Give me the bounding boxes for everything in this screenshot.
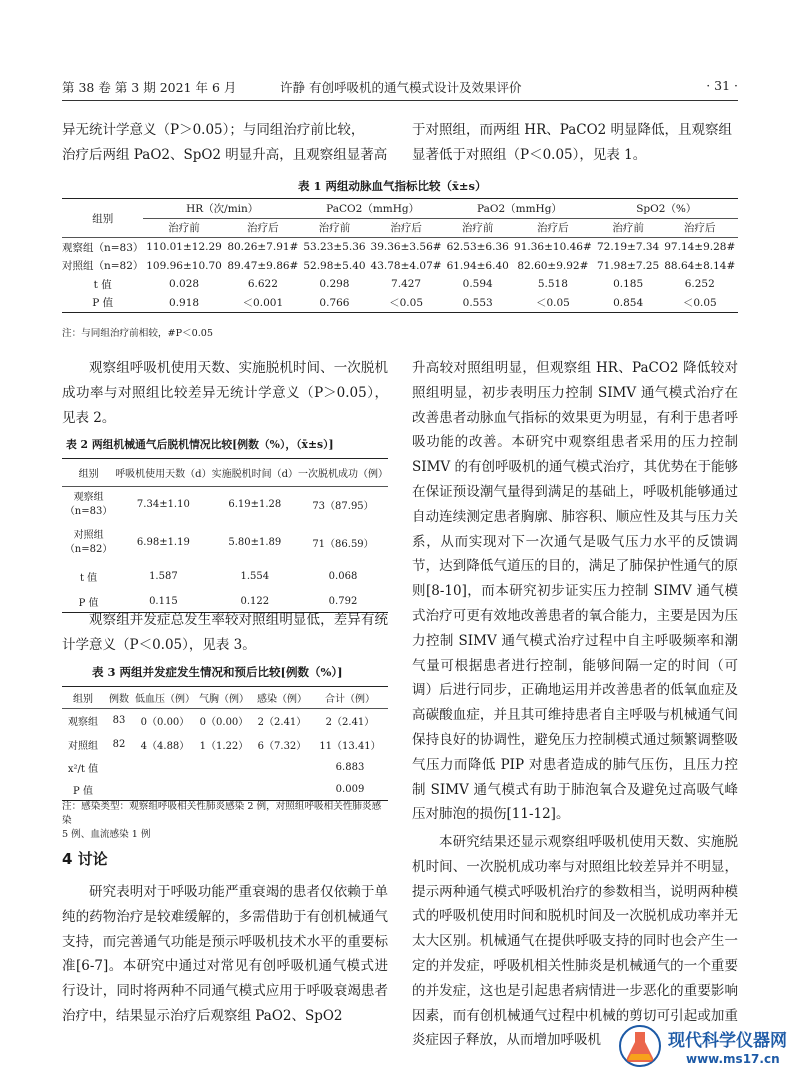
table-cell: 2（2.41） [325,717,375,729]
table-cell: 6.883 [335,762,365,773]
table1-sub-header: 治疗前 [612,222,644,235]
table-row [62,733,388,757]
article-title-header: 许静 有创呼吸机的通气模式设计及效果评价 [280,80,522,95]
table2-header: 呼吸机使用天数（d） [115,469,212,480]
table-cell: 5.80±1.89 [228,537,282,548]
table-cell: 91.36±10.46# [514,241,592,254]
table2-header: 实施脱机时间（d） [211,469,298,480]
section-heading: 4 讨论 [62,850,108,868]
table-cell: 对照组 [68,741,98,752]
table-cell: 39.36±3.56# [370,241,442,254]
table-cell: 0.009 [335,783,365,795]
table1-metric-header: PaO2（mmHg） [444,199,594,219]
table-cell: P 值 [73,785,93,797]
table3-header: 气胸（例） [199,694,249,705]
table-cell: 0.115 [149,595,178,607]
table3-header: 低血压（例） [135,694,195,705]
table-row [62,294,738,313]
table-cell: 0.122 [240,595,270,607]
table1-metric-header: SpO2（%） [595,199,738,219]
table-row [62,563,388,591]
table1-group-header: 组别 [92,212,114,225]
table-cell: 6.622 [247,278,278,291]
table-cell: 82.60±9.92# [517,259,589,272]
header-rule [62,100,738,101]
table-cell: x²/t 值 [67,764,99,775]
table-cell: 0.594 [462,278,493,291]
table1-sub-header: 治疗前 [461,222,494,235]
table3-caption: 表 3 两组并发症发生情况和预后比较[例数（%）] [92,665,343,679]
table-cell: 0.298 [319,278,350,291]
table3-header: 组别 [73,694,93,705]
text-line: 异无统计学意义（P＞0.05）；与同组治疗前比较， [62,122,365,138]
watermark [618,1018,798,1078]
watermark-url: www.ms17.cn [686,1052,780,1066]
table-cell: 1（1.22） [199,741,249,752]
table-cell: 80.26±7.91# [227,241,299,254]
table-cell: 82 [112,739,126,750]
table-cell: 2（2.41） [257,717,307,729]
table-cell: 0.854 [613,296,644,309]
table1-sub-header: 治疗前 [318,222,351,235]
text-line: 治疗后两组 PaO2、SpO2 明显升高，且观察组显著高 [62,146,388,163]
table1-metric-header: PaCO2（mmHg） [301,199,444,219]
table1-note: 注：与同组治疗前相较，#P＜0.05 [62,328,213,339]
paragraph: 观察组并发症总发生率较对照组明显低，差异有统计学意义（P＜0.05），见表 3。 [62,612,388,653]
running-header [62,78,738,98]
table-cell: ＜0.001 [242,297,284,310]
table-cell: 0.792 [328,595,358,607]
table-cell: 110.01±12.29 [146,241,222,254]
table-cell: 0.918 [169,296,200,309]
table-cell: 0.553 [462,296,493,309]
table3-header: 例数 [109,694,129,705]
note-line: 注：感染类型：观察组呼吸相关性肺炎感染 2 例，对照组呼吸相关性肺炎感染 [62,801,382,826]
paragraph: 观察组呼吸机使用天数、实施脱机时间、一次脱机成功率与对照组比较差异无统计学意义（P＞0.05），见表 2。 [62,360,388,426]
table1-sub-header: 治疗后 [390,222,422,235]
table-cell: ＜0.05 [682,297,717,310]
table1-sub-header: 治疗后 [684,222,716,235]
table-cell: 52.98±5.40 [303,259,366,272]
table-cell: 109.96±10.70 [146,259,222,272]
flask-logo-icon [618,1024,662,1068]
table-cell: 5.518 [537,278,568,291]
table-cell: 97.14±9.28# [664,241,736,254]
row-label: 对照组（n=82） [62,260,144,273]
row-label: t 值 [93,278,112,291]
table-row [62,487,388,523]
table-cell: 6（7.32） [257,741,307,752]
watermark-site-name: 现代科学仪器网 [668,1031,787,1051]
table-cell: 62.53±6.36 [446,241,509,254]
paragraph: 本研究结果还显示观察组呼吸机使用天数、实施脱机时间、一次脱机成功率与对照组比较差异并不明显，提示两种通气模式呼吸机治疗的参数相当，说明两种模式的呼吸机使用时间和脱机时间及一次脱机成功率并无太大区别。机械通气在提供呼吸支持的同时也会产生一定的并发症，呼吸机相关性肺炎是机械通气的一个重要的并发症，这也是引起患者病情进一步恶化的重要影响因素，而有创机械通气过程中机械的剪切可引起或加重炎症因子释放，从而增加呼吸机 [412,834,738,1049]
row-label: 观察组（n=83） [62,241,144,254]
table-cell: 89.47±9.86# [227,259,299,272]
table-cell: 7.427 [391,278,422,291]
table1-sub-header: 治疗前 [168,222,200,235]
table1-caption: 表 1 两组动脉血气指标比较（x̄±s） [298,179,487,193]
table-row [62,238,738,257]
table-cell: 观察组 [68,717,98,729]
table-row [62,523,388,563]
table-cell: 53.23±5.36 [303,241,366,254]
row-label: P 值 [78,597,99,609]
table2 [62,458,388,613]
top-left-text [62,118,388,168]
table-cell: 0.068 [328,571,358,582]
table1-metric-header: HR（次/min） [143,199,301,219]
paragraph: 研究表明对于呼吸功能严重衰竭的患者仅依赖于单纯的药物治疗是较难缓解的，多需借助于有创机械通气支持，而完善通气功能是预示呼吸机技术水平的重要标准[6-7]。本研究中通过对常见有创呼吸机通气模式进行设计，同时将两种不同通气模式应用于呼吸衰竭患者治疗中，结果显示治疗后观察组 PaO2、SpO2 [62,884,388,1024]
table-cell: 7.34±1.10 [136,499,190,511]
page-number: · 31 · [706,78,738,93]
note-line: 5 例、血流感染 1 例 [62,829,151,840]
row-label-n: （n=82） [64,543,113,555]
table-row [62,757,388,779]
table3 [62,686,388,801]
table-cell: 43.78±4.07# [370,259,442,272]
row-label: t 值 [79,573,98,584]
row-label-n: （n=83） [64,505,113,517]
table1 [62,198,738,313]
table2-header: 组别 [78,469,99,480]
table-cell: 6.252 [684,278,715,291]
table-cell: 1.587 [149,571,178,582]
text-line: 显著低于对照组（P＜0.05），见表 1。 [412,146,647,163]
table-cell: 0.028 [169,278,200,291]
table-cell: 6.98±1.19 [136,537,190,548]
journal-issue: 第 38 卷 第 3 期 2021 年 6 月 [62,80,237,95]
table1-sub-header: 治疗后 [247,222,279,235]
top-right-text [412,118,738,168]
table-cell: 0.766 [319,296,350,309]
table-cell: 6.19±1.28 [228,499,282,511]
table2-caption: 表 2 两组机械通气后脱机情况比较[例数（%），（x̄±s）] [66,438,334,451]
table-cell: 0（0.00） [199,717,249,729]
row-label: P 值 [92,297,114,310]
table1-sub-header: 治疗后 [537,222,569,235]
table-cell: 73（87.95） [312,501,374,513]
table-cell: ＜0.05 [535,297,570,310]
table-cell: 71（86.59） [312,539,374,550]
table-cell: 4（4.88） [140,741,190,752]
text-line: 于对照组，而两组 HR、PaCO2 明显降低，且观察组 [412,122,733,138]
table-cell: 83 [112,715,126,727]
table-cell: 71.98±7.25 [596,259,660,272]
table-cell: 88.64±8.14# [664,259,736,272]
table-cell: 11（13.41） [319,741,381,752]
table-row [62,275,738,294]
table-cell: 0（0.00） [140,717,190,729]
table3-header: 感染（例） [257,694,307,705]
table-row [62,257,738,276]
table-cell: ＜0.05 [389,297,424,310]
table3-note [62,800,388,842]
table-cell: 61.94±6.40 [446,259,509,272]
table-cell: 72.19±7.34 [596,241,660,254]
table3-header: 合计（例） [325,694,375,705]
table-cell: 1.554 [240,571,270,582]
row-label: 对照组 [73,529,104,541]
table2-header: 一次脱机成功（例） [298,469,388,480]
table-row [62,709,388,733]
table-cell: 0.185 [613,278,644,291]
paragraph: 升高较对照组明显，但观察组 HR、PaCO2 降低较对照组明显，初步表明压力控制 SIMV 通气模式治疗在改善患者动脉血气指标的效果更为明显，有利于患者呼吸功能的改善。本研究中观察组患者采用的压力控制 SIMV 的有创呼吸机的通气模式治疗，其优势在于能够在保证预设潮气量得到满足的基础上，呼吸机能够通过自动连续测定患者胸廓、肺容积、顺应性及其与压力关系，从而实现对下一次通气是吸气压力水平的反馈调节，达到降低气道压的目的，满足了肺保护性通气的原则[8-10]，而本研究初步证实压力控制 SIMV 通气模式治疗可更有效地改善患者的氧合能力，主要是因为压力控制 SIMV 通气模式治疗过程中自主呼吸频率和潮气量可根据患者进行控制，能够间隔一定的时间（可调）后进行同步，正确地运用并改善患者的低氧血症及高碳酸血症，并且其可维持患者自主呼吸与机械通气间保持良好的协调性，避免压力控制模式通过频繁调整吸气压力而降低 PIP 对患者造成的肺气压伤，且压力控制 SIMV 通气模式有助于肺泡氧合及避免过高吸气峰压对肺泡的损伤[11-12]。 [412,360,738,823]
table-row [62,779,388,801]
row-label: 观察组 [73,491,104,503]
